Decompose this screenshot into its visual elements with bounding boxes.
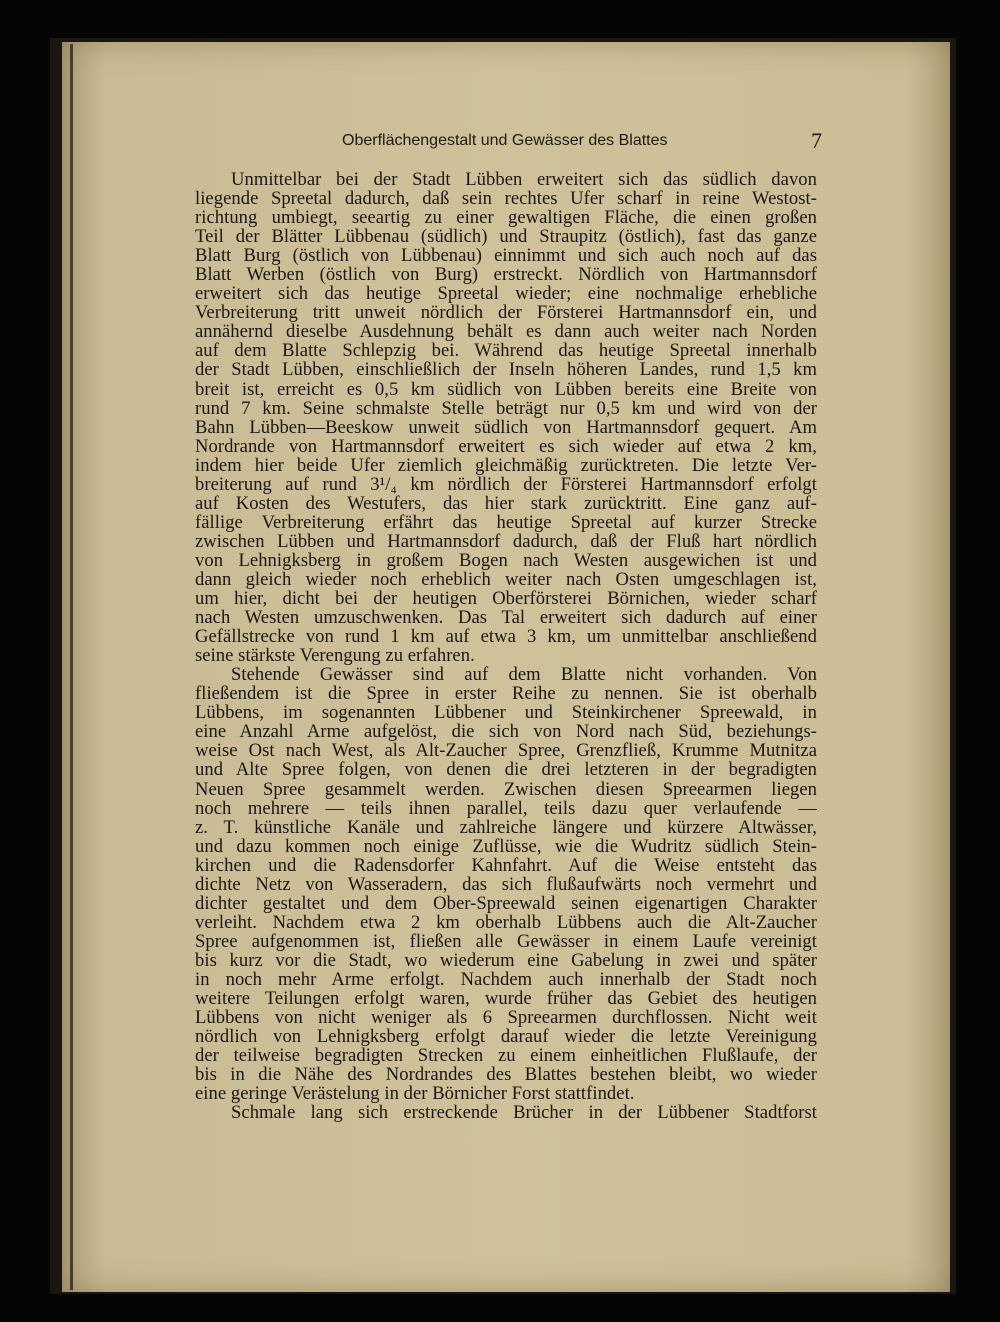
text-line: bis in die Nähe des Nordrandes des Blattes bestehen bleibt, wo wieder [195, 1064, 817, 1086]
text-line: in noch mehr Arme erfolgt. Nachdem auch innerhalb der Stadt noch [195, 968, 817, 990]
text-line: dichter gestaltet und dem Ober-Spreewald seinen eigenartigen Charakter [195, 892, 817, 914]
text-line: und Alte Spree folgen, von denen die drei letzteren in der begradigten [195, 759, 817, 781]
page-binding-edge [70, 44, 73, 1290]
text-line: noch mehrere — teils ihnen parallel, teils dazu quer verlaufende — [195, 797, 817, 819]
text-line: z. T. künstliche Kanäle und zahlreiche längere und kürzere Altwässer, [195, 816, 817, 838]
text-line: und dazu kommen noch einige Zuflüsse, wie die Wudritz südlich Stein- [195, 835, 817, 857]
text-line: Lübbens von nicht weniger als 6 Spreearmen durchflossen. Nicht weit [195, 1007, 817, 1029]
text-line: der Stadt Lübben, einschließlich der Inseln höheren Landes, rund 1,5 km [195, 359, 817, 381]
text-line: weitere Teilungen erfolgt waren, wurde früher das Gebiet des heutigen [195, 988, 817, 1010]
running-header [342, 130, 822, 154]
text-line: von Lehnigksberg in großem Bogen nach Westen ausgewichen ist und [195, 549, 817, 571]
text-line: Lübbens, im sogenannten Lübbener und Steinkirchener Spreewald, in [195, 702, 817, 724]
page-number: 7 [811, 128, 822, 153]
text-line: erweitert sich das heutige Spreetal wieder; eine nochmalige erhebliche [195, 283, 817, 305]
text-line: Spree aufgenommen ist, fließen alle Gewässer in einem Laufe vereinigt [195, 930, 817, 952]
text-line: Neuen Spree gesammelt werden. Zwischen diesen Spreearmen liegen [195, 778, 817, 800]
text-line: Schmale lang sich erstreckende Brücher in der Lübbener Stadtforst [231, 1102, 817, 1124]
text-line: liegende Spreetal dadurch, daß sein rechtes Ufer scharf in reine Westost- [195, 188, 817, 210]
text-line: Bahn Lübben—Beeskow unweit südlich von Hartmannsdorf gequert. Am [195, 416, 817, 438]
text-line: Verbreiterung tritt unweit nördlich der Försterei Hartmannsdorf ein, und [195, 302, 817, 324]
text-line: dann gleich wieder noch erheblich weiter nach Osten umgeschlagen ist, [195, 568, 817, 590]
text-line: der teilweise begradigten Strecken zu einem einheitlichen Flußlaufe, der [195, 1045, 817, 1067]
text-line: nördlich von Lehnigksberg erfolgt darauf wieder die letzte Vereinigung [195, 1026, 817, 1048]
text-line: richtung umbiegt, seeartig zu einer gewaltigen Fläche, die einen großen [195, 207, 817, 229]
text-line: zwischen Lübben und Hartmannsdorf dadurch, daß der Fluß hart nördlich [195, 530, 817, 552]
text-line: eine geringe Verästelung in der Börnicher Forst stattfindet. [195, 1083, 635, 1105]
text-line: Teil der Blätter Lübbenau (südlich) und Straupitz (östlich), fast das ganze [195, 226, 817, 248]
text-line: fällige Verbreiterung erfährt das heutige Spreetal auf kurzer Strecke [195, 511, 817, 533]
text-line: dichte Netz von Wasseradern, das sich flußaufwärts noch vermehrt und [195, 873, 817, 895]
text-line: rund 7 km. Seine schmalste Stelle beträgt nur 0,5 km und wird von der [195, 397, 817, 419]
text-line: Unmittelbar bei der Stadt Lübben erweitert sich das südlich davon [231, 169, 817, 190]
text-line: Blatt Werben (östlich von Burg) erstreckt. Nördlich von Hartmannsdorf [195, 264, 817, 286]
text-line: um hier, dicht bei der heutigen Oberförsterei Börnichen, wieder scharf [195, 588, 817, 610]
text-line: eine Anzahl Arme aufgelöst, die sich von Nord nach Süd, beziehungs- [195, 721, 817, 743]
text-line: Blatt Burg (östlich von Lübbenau) einnimmt und sich auch noch auf das [195, 245, 817, 267]
text-line: seine stärkste Verengung zu erfahren. [195, 645, 475, 667]
text-line: Nordrande von Hartmannsdorf erweitert es sich wieder auf etwa 2 km, [195, 435, 817, 457]
body-text [195, 170, 817, 1122]
text-line: indem hier beide Ufer ziemlich gleichmäßig zurücktreten. Die letzte Ver- [195, 454, 817, 476]
text-line: annähernd dieselbe Ausdehnung behält es dann auch weiter nach Norden [195, 321, 817, 343]
text-line: auf Kosten des Westufers, das hier stark zurücktritt. Eine ganz auf- [195, 492, 817, 514]
text-line: bis kurz vor die Stadt, wo wiederum eine Gabelung in zwei und später [195, 949, 817, 971]
text-line: breiterung auf rund 3¹/₄ km nördlich der Försterei Hartmannsdorf erfolgt [195, 473, 817, 495]
text-line: verleiht. Nachdem etwa 2 km oberhalb Lübbens auch die Alt-Zaucher [195, 911, 817, 933]
text-line: weise Ost nach West, als Alt-Zaucher Spree, Grenzfließ, Krumme Mutnitza [195, 740, 817, 762]
running-header-title: Oberflächengestalt und Gewässer des Blattes [342, 132, 668, 149]
text-line: breit ist, erreicht es 0,5 km südlich von Lübben bereits eine Breite von [195, 378, 817, 400]
text-line: kirchen und die Radensdorfer Kahnfahrt. Auf die Weise entsteht das [195, 854, 817, 876]
text-line: auf dem Blatte Schlepzig bei. Während das heutige Spreetal innerhalb [195, 340, 817, 362]
text-line: Gefällstrecke von rund 1 km auf etwa 3 km, um unmittelbar anschließend [195, 626, 817, 648]
text-line: nach Westen umzuschwenken. Das Tal erweitert sich dadurch auf einer [195, 607, 817, 629]
text-line: Stehende Gewässer sind auf dem Blatte nicht vorhanden. Von [231, 664, 817, 686]
text-line: fließendem ist die Spree in erster Reihe zu nennen. Sie ist oberhalb [195, 683, 817, 705]
